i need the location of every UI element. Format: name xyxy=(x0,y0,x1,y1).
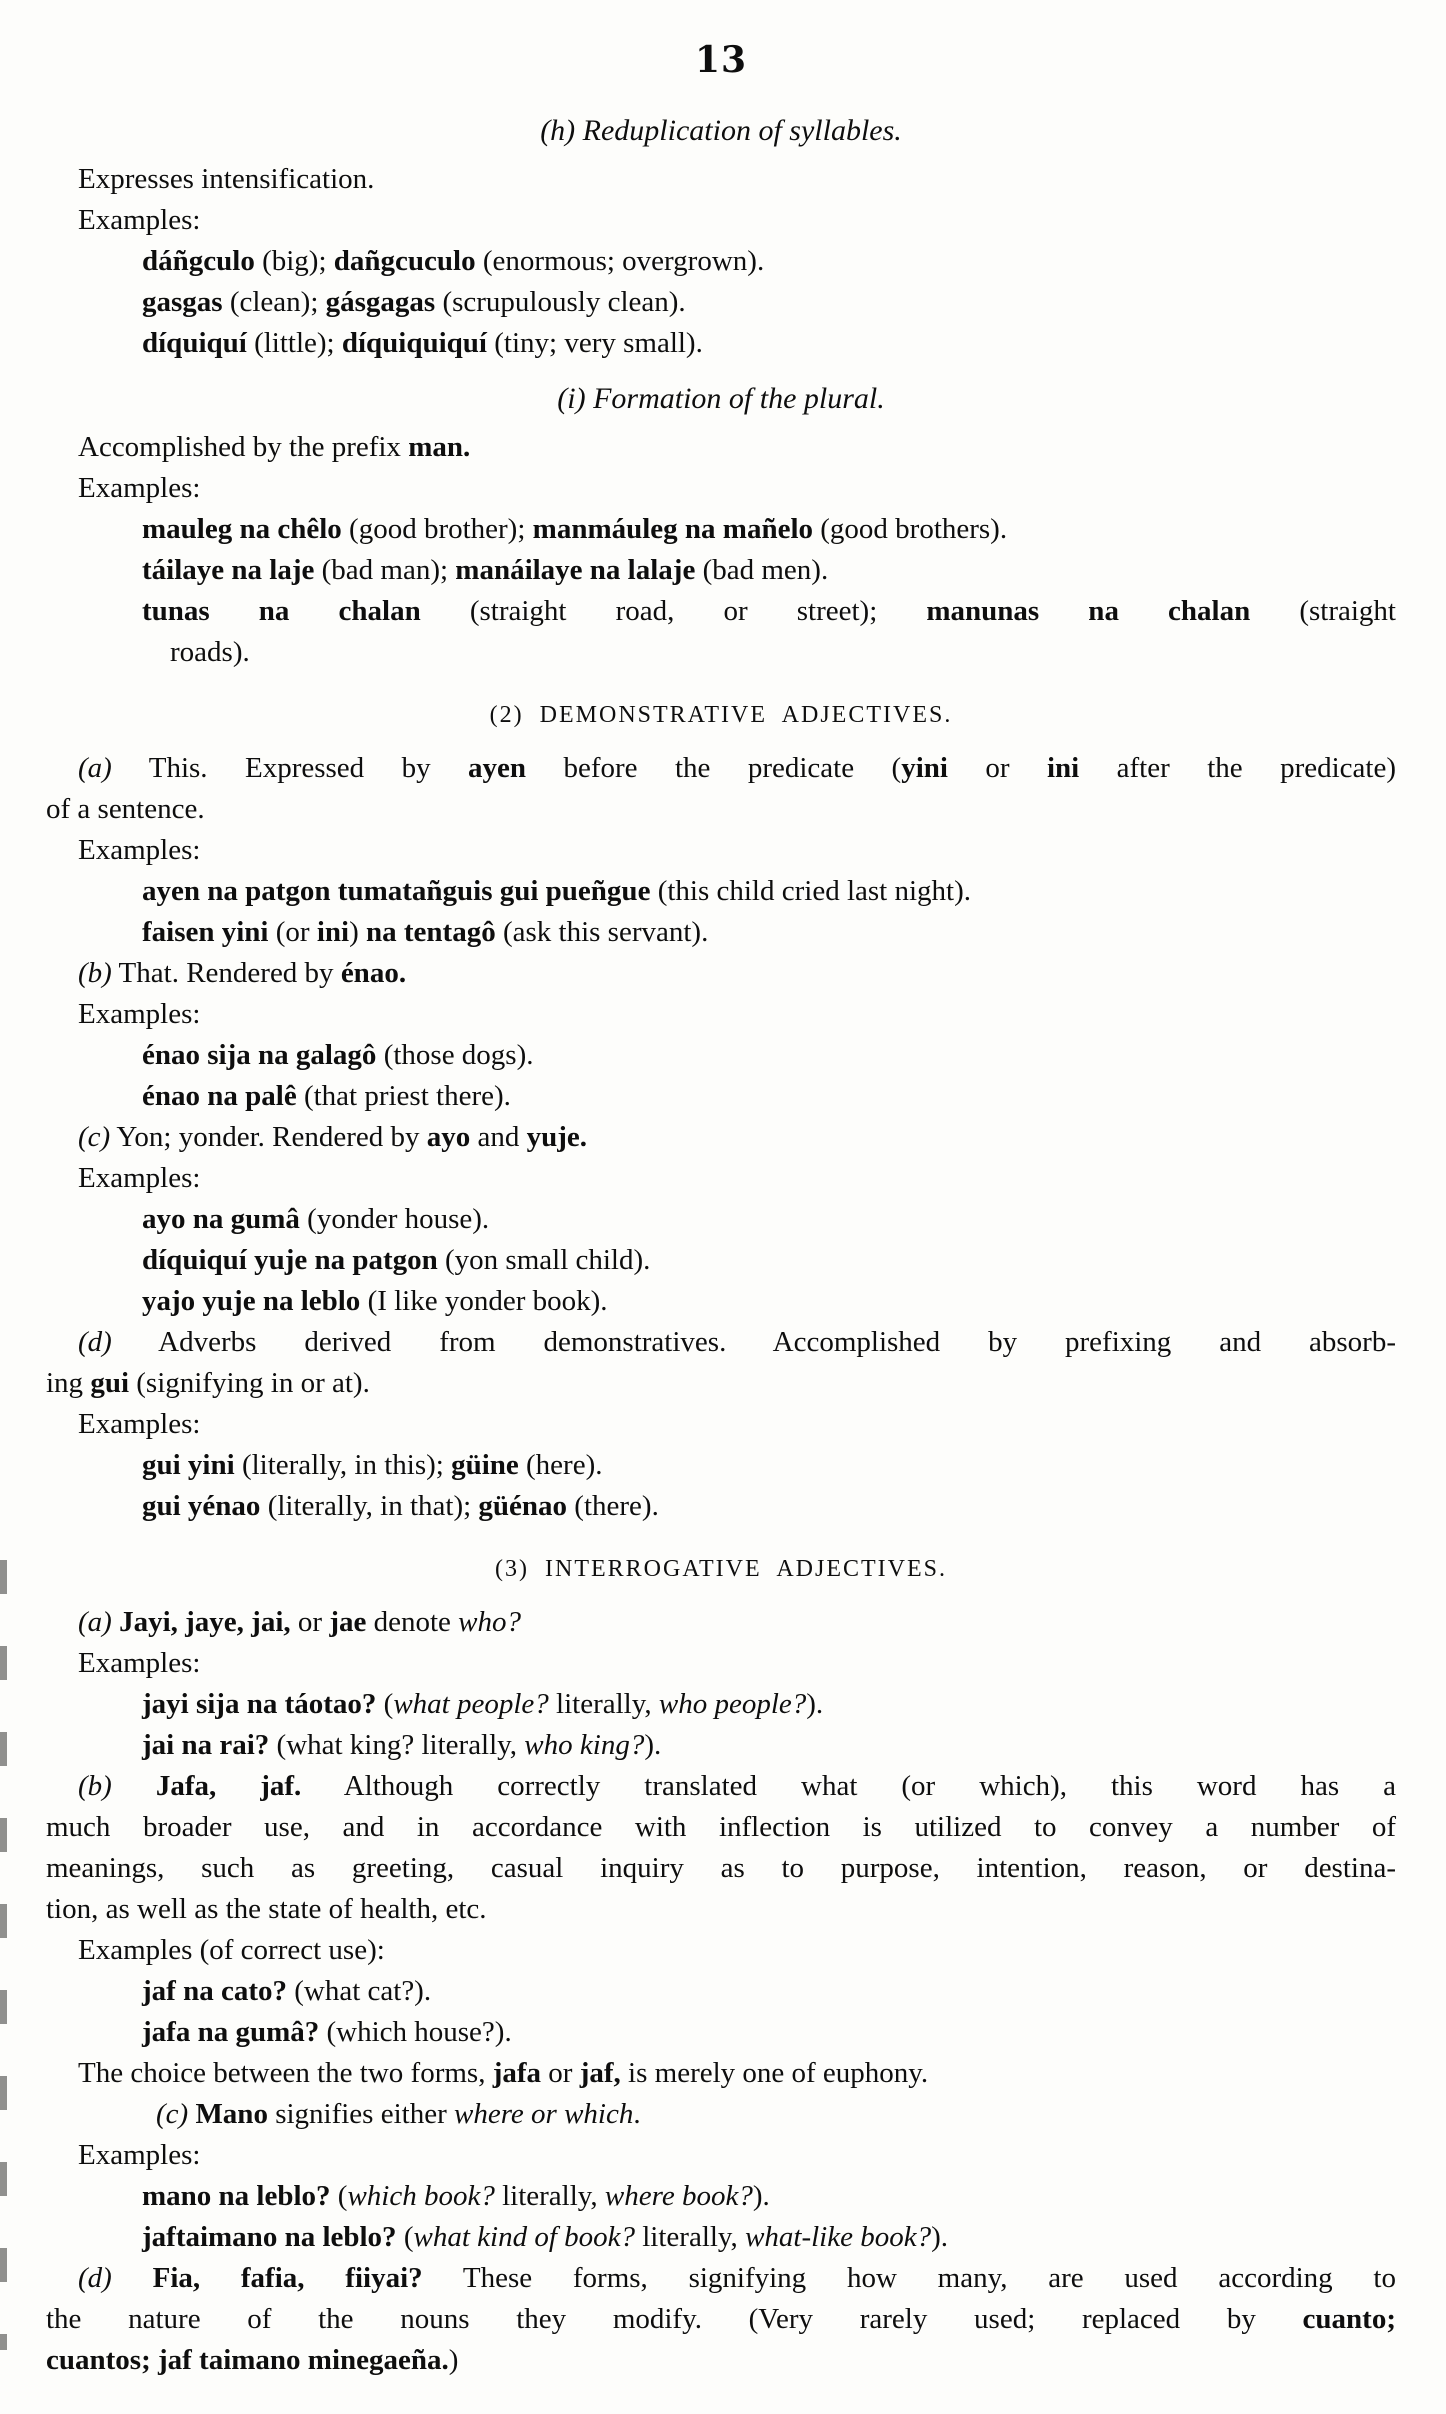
text-run: (a) xyxy=(78,1606,112,1638)
text-run: literally, xyxy=(494,2180,605,2212)
text-run: (i) Formation of the plural. xyxy=(557,382,885,415)
text-run: meanings, such as greeting, casual inquiry as to purpose, intention, reason, or destina- xyxy=(46,1852,1396,1884)
example-line xyxy=(142,1725,1396,1766)
text-run: (there). xyxy=(567,1490,659,1522)
text-run: signifies either xyxy=(267,2098,454,2130)
text-run: (good brothers). xyxy=(813,513,1008,545)
text-run: ). xyxy=(931,2221,949,2253)
text-run: (what cat?). xyxy=(286,1975,432,2007)
text-line xyxy=(46,2340,1396,2381)
scan-artifact xyxy=(0,1560,7,2350)
text-run: manáilaye na lalaje xyxy=(455,554,696,586)
text-run: manunas na chalan xyxy=(926,595,1251,627)
text-run: yini xyxy=(901,752,948,784)
example-line xyxy=(142,323,1396,364)
text-run: jafa na gumâ? xyxy=(142,2016,320,2048)
text-run: ) xyxy=(448,2344,459,2376)
text-run: ) xyxy=(349,916,366,948)
text-run: who? xyxy=(458,1606,521,1638)
text-run: (c) xyxy=(156,2098,189,2130)
text-line xyxy=(46,1807,1396,1848)
text-run: (2) DEMONSTRATIVE ADJECTIVES. xyxy=(489,702,953,728)
text-run: (yon small child). xyxy=(437,1244,651,1276)
text-run: Examples: xyxy=(78,1162,201,1194)
text-run: after the predicate) xyxy=(1079,752,1396,784)
example-line xyxy=(142,1445,1396,1486)
text-run xyxy=(112,2262,153,2294)
text-run: díquiquiquí xyxy=(341,327,487,359)
text-line xyxy=(46,1404,1396,1445)
text-run: (here). xyxy=(518,1449,603,1481)
text-run: Examples: xyxy=(78,1647,201,1679)
text-run: (ask this servant). xyxy=(495,916,709,948)
text-run: güénao xyxy=(478,1490,568,1522)
text-line xyxy=(46,789,1396,830)
text-run: the nature of the nouns they modify. (Very rarely used; replaced by xyxy=(46,2303,1303,2335)
text-run: ( xyxy=(396,2221,414,2253)
text-run: (what king? literally, xyxy=(269,1729,525,1761)
example-line xyxy=(142,871,1396,912)
text-run: (little); xyxy=(246,327,342,359)
text-line xyxy=(46,1643,1396,1684)
text-line xyxy=(46,1766,1396,1807)
text-line xyxy=(46,2299,1396,2340)
text-run: Examples: xyxy=(78,834,201,866)
text-run: Jafa, jaf. xyxy=(155,1770,302,1802)
text-run: gui yénao xyxy=(142,1490,261,1522)
text-line xyxy=(46,1889,1396,1930)
text-run: is merely one of euphony. xyxy=(620,2057,929,2089)
text-run: who people? xyxy=(658,1688,807,1720)
text-run: (b) xyxy=(78,957,112,989)
text-run: or xyxy=(290,1606,330,1638)
text-run: jai na rai? xyxy=(142,1729,270,1761)
text-run: énao. xyxy=(340,957,407,989)
text-run: ). xyxy=(806,1688,824,1720)
text-run: Examples: xyxy=(78,472,201,504)
text-line xyxy=(46,2135,1396,2176)
text-run: (bad men). xyxy=(695,554,829,586)
text-run: ayen na patgon tumatañguis gui pueñgue xyxy=(142,875,651,907)
example-line xyxy=(142,912,1396,953)
section-heading-3 xyxy=(46,1549,1396,1590)
text-run: denote xyxy=(366,1606,459,1638)
text-line xyxy=(46,468,1396,509)
example-line xyxy=(142,2176,1396,2217)
text-line xyxy=(46,1158,1396,1199)
example-line xyxy=(142,241,1396,282)
text-run: manmáuleg na mañelo xyxy=(532,513,813,545)
text-run: díquiquí yuje na patgon xyxy=(142,1244,438,1276)
text-line xyxy=(46,1117,1396,1158)
text-run: ing xyxy=(46,1367,91,1399)
text-line xyxy=(46,159,1396,200)
text-run: Although correctly translated what (or which), this word has a xyxy=(301,1770,1396,1802)
text-run: ( xyxy=(376,1688,394,1720)
section-heading-h xyxy=(46,110,1396,151)
text-run: mauleg na chêlo xyxy=(142,513,342,545)
text-run: Accomplished by the prefix xyxy=(78,431,409,463)
text-run: díquiquí xyxy=(142,327,247,359)
text-line xyxy=(46,2053,1396,2094)
text-run: (scrupulously clean). xyxy=(435,286,686,318)
example-line xyxy=(142,1971,1396,2012)
text-run: dáñgculo xyxy=(142,245,255,277)
example-line xyxy=(142,1281,1396,1322)
text-run: which book? xyxy=(347,2180,495,2212)
text-run: or xyxy=(541,2057,580,2089)
text-run: and xyxy=(470,1121,527,1153)
text-run: (that priest there). xyxy=(296,1080,511,1112)
text-run: Examples: xyxy=(78,204,201,236)
text-run: ayen xyxy=(468,752,527,784)
text-run: Examples: xyxy=(78,998,201,1030)
text-line xyxy=(46,830,1396,871)
text-line xyxy=(46,427,1396,468)
text-run: faisen yini xyxy=(142,916,269,948)
text-run: (which house?). xyxy=(319,2016,512,2048)
text-run: (d) xyxy=(78,1326,112,1358)
text-line xyxy=(46,200,1396,241)
text-run: ). xyxy=(644,1729,662,1761)
text-run: (those dogs). xyxy=(376,1039,534,1071)
text-run: güine xyxy=(451,1449,519,1481)
text-run: what people? xyxy=(393,1688,549,1720)
text-run: (signifying in or at). xyxy=(129,1367,370,1399)
example-line xyxy=(142,1486,1396,1527)
example-line xyxy=(142,2012,1396,2053)
text-line xyxy=(46,1930,1396,1971)
text-run: (h) Reduplication of syllables. xyxy=(540,114,902,147)
text-run: or xyxy=(947,752,1047,784)
text-line xyxy=(170,632,1396,673)
text-run: roads). xyxy=(170,636,250,668)
text-line xyxy=(46,1322,1396,1363)
text-run: Examples (of correct use): xyxy=(78,1934,385,1966)
text-run: This. Expressed by xyxy=(111,752,469,784)
text-line xyxy=(156,2094,1396,2135)
text-run: (c) xyxy=(78,1121,111,1153)
text-run: Yon; yonder. Rendered by xyxy=(110,1121,427,1153)
text-run: (I like yonder book). xyxy=(360,1285,608,1317)
example-line xyxy=(142,591,1396,632)
text-run: ini xyxy=(316,916,350,948)
section-heading-i xyxy=(46,378,1396,419)
example-line xyxy=(142,282,1396,323)
text-line xyxy=(46,953,1396,994)
text-run: jaftaimano na leblo? xyxy=(142,2221,397,2253)
text-run: jaf, xyxy=(579,2057,621,2089)
text-run: na tentagô xyxy=(366,916,496,948)
text-run: ). xyxy=(752,2180,770,2212)
text-line xyxy=(46,1363,1396,1404)
page-body xyxy=(46,110,1396,2381)
text-run: (or xyxy=(268,916,317,948)
text-run: These forms, signifying how many, are used according to xyxy=(422,2262,1396,2294)
text-run: where or which xyxy=(453,2098,634,2130)
example-line xyxy=(142,1240,1396,1281)
text-run: (3) INTERROGATIVE ADJECTIVES. xyxy=(495,1556,947,1582)
text-line xyxy=(46,2258,1396,2299)
text-run: literally, xyxy=(548,1688,659,1720)
text-run: much broader use, and in accordance with inflection is utilized to convey a number of xyxy=(46,1811,1396,1843)
text-run: tion, as well as the state of health, etc. xyxy=(46,1893,487,1925)
text-run: (straight road, or street); xyxy=(420,595,927,627)
text-run: táilaye na laje xyxy=(142,554,315,586)
text-run: ayo na gumâ xyxy=(142,1203,300,1235)
text-run: what-like book? xyxy=(745,2221,932,2253)
text-run: jae xyxy=(329,1606,367,1638)
example-line xyxy=(142,1035,1396,1076)
text-run: Adverbs derived from demonstratives. Accomplished by prefixing and absorb- xyxy=(111,1326,1396,1358)
text-run: énao sija na galagô xyxy=(142,1039,377,1071)
text-run: gui yini xyxy=(142,1449,235,1481)
text-run: man. xyxy=(408,431,471,463)
text-run: . xyxy=(633,2098,641,2130)
text-line xyxy=(46,1848,1396,1889)
text-run: énao na palê xyxy=(142,1080,297,1112)
example-line xyxy=(142,2217,1396,2258)
text-line xyxy=(46,748,1396,789)
text-run xyxy=(112,1770,156,1802)
text-run: Jayi, jaye, jai, xyxy=(119,1606,291,1638)
text-run: (d) xyxy=(78,2262,112,2294)
text-run: (a) xyxy=(78,752,112,784)
text-run: mano na leblo? xyxy=(142,2180,331,2212)
text-run: cuantos; jaf taimano minegaeña. xyxy=(46,2344,449,2376)
text-run: Mano xyxy=(195,2098,268,2130)
page-number: 13 xyxy=(694,39,748,81)
text-run: (big); xyxy=(254,245,334,277)
example-line xyxy=(142,509,1396,550)
text-run: Expresses intensification. xyxy=(78,163,375,195)
text-run: (b) xyxy=(78,1770,112,1802)
text-run: (yonder house). xyxy=(299,1203,490,1235)
section-heading-2 xyxy=(46,695,1396,736)
text-run: ini xyxy=(1046,752,1080,784)
text-run: yajo yuje na leblo xyxy=(142,1285,361,1317)
text-run: (tiny; very small). xyxy=(487,327,703,359)
example-line xyxy=(142,550,1396,591)
text-run: ayo xyxy=(426,1121,471,1153)
example-line xyxy=(142,1076,1396,1117)
text-run: (bad man); xyxy=(314,554,456,586)
text-run: who king? xyxy=(524,1729,645,1761)
text-run: gui xyxy=(90,1367,129,1399)
text-run: of a sentence. xyxy=(46,793,205,825)
text-run: (good brother); xyxy=(341,513,533,545)
text-run: before the predicate ( xyxy=(526,752,902,784)
text-run xyxy=(112,1606,119,1638)
text-run: (straight xyxy=(1250,595,1396,627)
text-line xyxy=(46,1602,1396,1643)
example-line xyxy=(142,1199,1396,1240)
text-run: tunas na chalan xyxy=(142,595,421,627)
text-run: (clean); xyxy=(222,286,326,318)
text-run: gásgagas xyxy=(325,286,436,318)
text-run: where book? xyxy=(604,2180,753,2212)
text-run: (literally, in that); xyxy=(260,1490,479,1522)
text-run: (this child cried last night). xyxy=(650,875,971,907)
text-run: The choice between the two forms, xyxy=(78,2057,493,2089)
text-run: That. Rendered by xyxy=(111,957,341,989)
text-line xyxy=(46,994,1396,1035)
text-run: gasgas xyxy=(142,286,223,318)
text-run: literally, xyxy=(635,2221,746,2253)
text-run: Fia, fafia, fiiyai? xyxy=(152,2262,423,2294)
text-run: (literally, in this); xyxy=(234,1449,452,1481)
text-run: jafa xyxy=(492,2057,542,2089)
text-run: jayi sija na táotao? xyxy=(142,1688,377,1720)
text-run: ( xyxy=(330,2180,348,2212)
text-run: what kind of book? xyxy=(413,2221,635,2253)
text-run: dañgcuculo xyxy=(333,245,476,277)
text-run: Examples: xyxy=(78,2139,201,2171)
text-run: yuje. xyxy=(526,1121,588,1153)
text-run: cuanto; xyxy=(1302,2303,1396,2335)
text-run: jaf na cato? xyxy=(142,1975,287,2007)
text-run: (enormous; overgrown). xyxy=(475,245,765,277)
text-run: Examples: xyxy=(78,1408,201,1440)
example-line xyxy=(142,1684,1396,1725)
